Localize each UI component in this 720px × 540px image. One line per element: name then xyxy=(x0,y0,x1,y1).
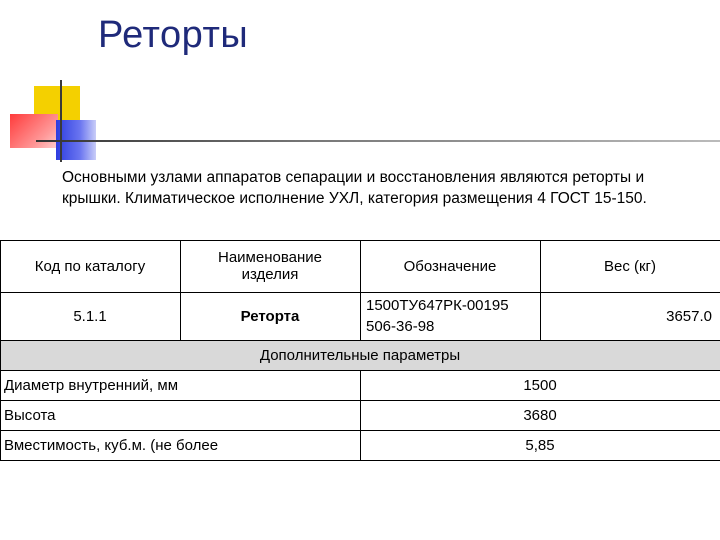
cell-code: 5.1.1 xyxy=(73,307,107,325)
red-square-decoration xyxy=(10,114,58,148)
param-label: Вместимость, куб.м. (не более xyxy=(4,436,219,454)
header-designation: Обозначение xyxy=(403,257,497,275)
header-name: Наименование изделия xyxy=(218,249,322,283)
param-label: Высота xyxy=(4,406,56,424)
cell-weight: 3657.0 xyxy=(666,307,712,325)
vertical-accent-line xyxy=(60,80,62,162)
slide-title: Реторты xyxy=(98,14,249,56)
section-title: Дополнительные параметры xyxy=(259,346,461,364)
cell-name: Реторта xyxy=(240,307,300,325)
param-value: 3680 xyxy=(523,406,557,424)
header-weight: Вес (кг) xyxy=(603,257,657,275)
param-value: 1500 xyxy=(523,376,557,394)
header-code: Код по каталогу xyxy=(34,257,146,275)
intro-paragraph: Основными узлами аппаратов сепарации и восстановления являются реторты и крышки. Климатическое исполнение УХЛ, категория размещения 4 ГОСТ 15-150. xyxy=(62,169,647,207)
param-value: 5,85 xyxy=(525,436,555,454)
table-border xyxy=(0,460,720,461)
cell-designation: 1500ТУ647РК-00195506-36-98 xyxy=(366,297,509,335)
param-label: Диаметр внутренний, мм xyxy=(4,376,179,394)
horizontal-accent-line xyxy=(36,140,720,142)
